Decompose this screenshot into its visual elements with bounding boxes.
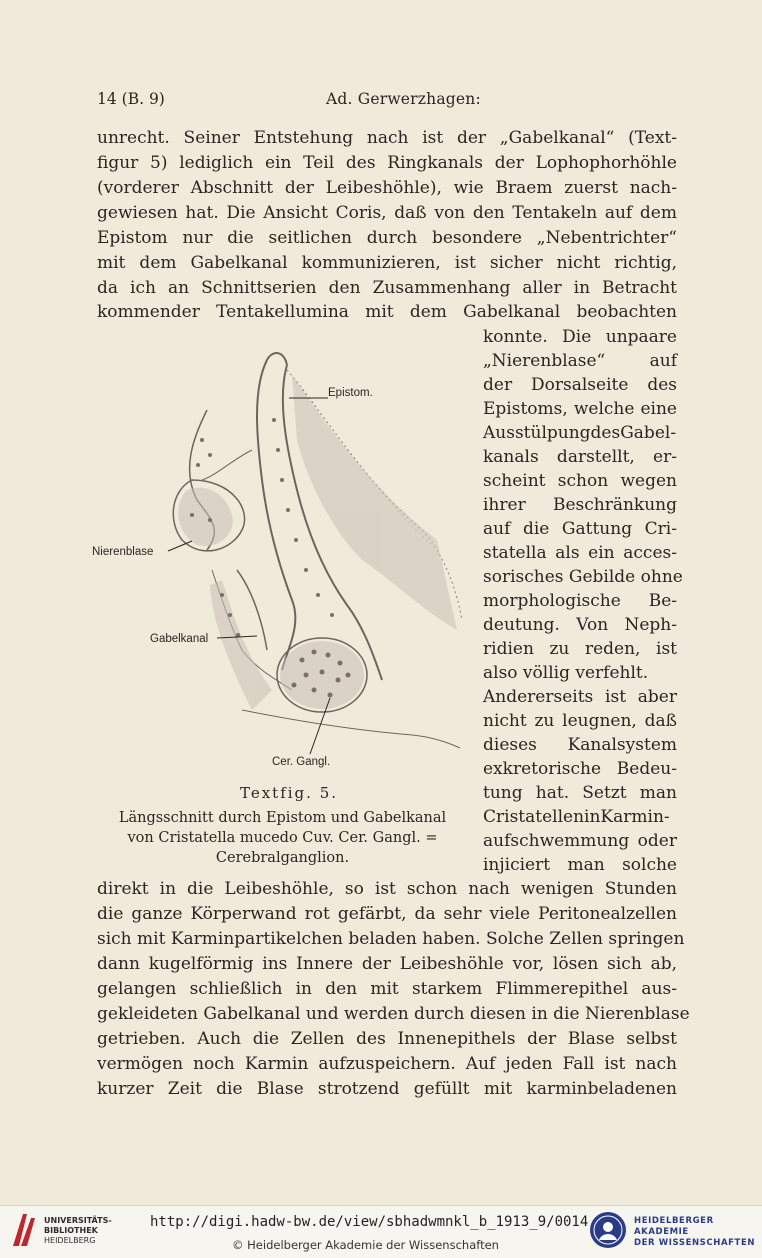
text-line: morphologische Be- — [483, 591, 677, 611]
text-line: getrieben. Auch die Zellen des Innenepithels der Blase selbst — [97, 1029, 677, 1049]
text-line: gekleideten Gabelkanal und werden durch diesen in die Nierenblase — [97, 1004, 690, 1024]
academy-seal-icon — [588, 1210, 628, 1250]
academy-line: DER WISSENSCHAFTEN — [634, 1238, 756, 1248]
text-line: Andererseits ist aber — [483, 687, 677, 707]
text-line: sorisches Gebilde ohne — [483, 567, 683, 587]
text-line: dann kugelförmig ins Innere der Leibeshöhle vor, lösen sich ab, — [97, 954, 677, 974]
ub-line: HEIDELBERG — [44, 1236, 96, 1245]
text-line: konnte. Die unpaare — [483, 327, 677, 347]
permalink-url[interactable]: http://digi.hadw-bw.de/view/sbhadwmnkl_b_1913_9/0014 — [150, 1214, 589, 1230]
text-line: kommender Tentakellumina mit dem Gabelkanal beobachten — [97, 302, 677, 322]
text-line: also völlig verfehlt. — [483, 663, 649, 683]
text-line: ridien zu reden, ist — [483, 639, 677, 659]
histology-figure — [92, 330, 472, 780]
copyright-notice: © Heidelberger Akademie der Wissenschaften — [232, 1238, 499, 1252]
text-line: sich mit Karminpartikelchen beladen haben. Solche Zellen springen — [97, 929, 685, 949]
label-ganglion: Cer. Gangl. — [272, 756, 331, 768]
university-library-name — [44, 1216, 112, 1246]
text-line: vermögen noch Karmin aufzuspeichern. Auf jeden Fall ist nach — [97, 1054, 677, 1074]
running-title: Ad. Gerwerzhagen: — [326, 90, 481, 108]
text-line: (vorderer Abschnitt der Leibeshöhle), wie Braem zuerst nach- — [97, 178, 677, 198]
text-line: AusstülpungdesGabel- — [483, 423, 677, 443]
text-line: kurzer Zeit die Blase strotzend gefüllt mit karminbeladenen — [97, 1079, 677, 1099]
text-line: tung hat. Setzt man — [483, 783, 677, 803]
label-nierenblase: Nierenblase — [92, 546, 154, 558]
text-line: statella als ein acces- — [483, 543, 677, 563]
text-line: gelangen schließlich in den mit starkem Flimmerepithel aus- — [97, 979, 677, 999]
text-line: Epistoms, welche eine — [483, 399, 677, 419]
text-line: gewiesen hat. Die Ansicht Coris, daß von den Tentakeln auf dem — [97, 203, 677, 223]
text-line: direkt in die Leibeshöhle, so ist schon nach wenigen Stunden — [97, 879, 677, 899]
text-line: der Dorsalseite des — [483, 375, 677, 395]
academy-name — [634, 1216, 762, 1249]
label-gabelkanal: Gabelkanal — [150, 633, 209, 645]
text-line: CristatelleninKarmin- — [483, 807, 670, 827]
text-line: ihrer Beschränkung — [483, 495, 677, 515]
text-line: injiciert man solche — [483, 855, 677, 875]
text-line: deutung. Von Neph- — [483, 615, 677, 635]
figure-caption-line: Cerebralganglion. — [215, 850, 350, 866]
text-line: mit dem Gabelkanal kommunizieren, ist sicher nicht richtig, — [97, 253, 677, 273]
page-number: 14 (B. 9) — [97, 90, 165, 108]
text-line: aufschwemmung oder — [483, 831, 677, 851]
text-line: unrecht. Seiner Entstehung nach ist der „Gabelkanal“ (Text- — [97, 128, 677, 148]
page-header — [97, 90, 678, 116]
figure-caption-line: Längsschnitt durch Epistom und Gabelkanal — [118, 810, 447, 826]
text-line: exkretorische Bedeu- — [483, 759, 677, 779]
text-line: kanals darstellt, er- — [483, 447, 677, 467]
label-epistom: Epistom. — [328, 387, 373, 399]
university-library-logo-icon — [9, 1210, 39, 1250]
ub-line: UNIVERSITÄTS- — [44, 1216, 112, 1225]
text-line: „Nierenblase“ auf — [483, 351, 677, 371]
ub-line: BIBLIOTHEK — [44, 1226, 98, 1235]
text-line: Epistom nur die seitlichen durch besondere „Nebentrichter“ — [97, 228, 677, 248]
figure-caption-line: von Cristatella mucedo Cuv. Cer. Gangl. = — [127, 830, 438, 846]
text-line: auf die Gattung Cri- — [483, 519, 677, 539]
text-line: nicht zu leugnen, daß — [483, 711, 677, 731]
text-line: scheint schon wegen — [483, 471, 677, 491]
academy-line: HEIDELBERGER AKADEMIE — [634, 1216, 714, 1237]
text-line: dieses Kanalsystem — [483, 735, 677, 755]
text-line: da ich an Schnittserien den Zusammenhang aller in Betracht — [97, 278, 677, 298]
text-line: figur 5) lediglich ein Teil des Ringkanals der Lophophorhöhle — [97, 153, 677, 173]
text-line: die ganze Körperwand rot gefärbt, da sehr viele Peritonealzellen — [97, 904, 677, 924]
figure-title: Textfig. 5. — [240, 784, 339, 802]
